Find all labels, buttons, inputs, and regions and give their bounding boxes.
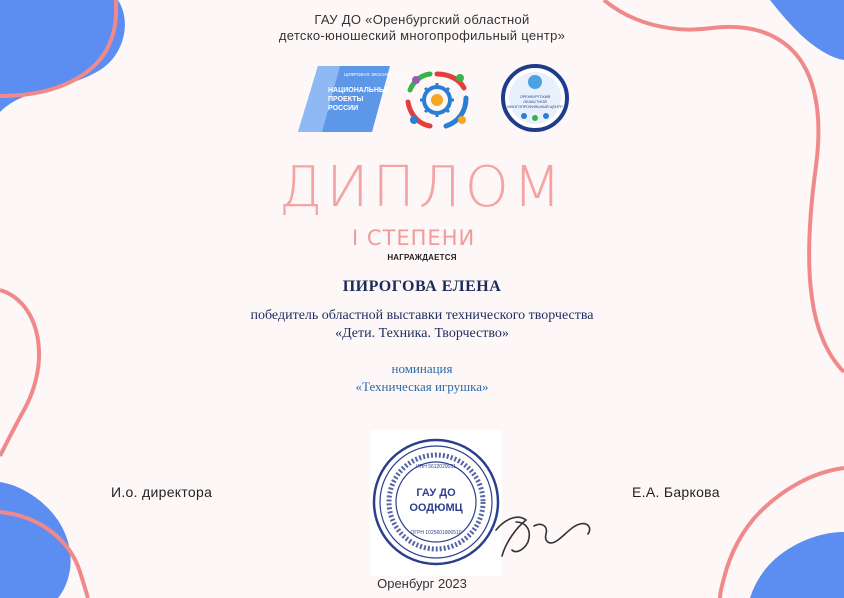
achievement-line-1: победитель областной выставки технического творчества [250, 308, 594, 323]
svg-text:РОССИИ: РОССИИ [328, 105, 359, 112]
signer-name: Е.А. Баркова [632, 484, 720, 500]
svg-text:ОРЕНБУРГСКИЙ: ОРЕНБУРГСКИЙ [519, 95, 551, 99]
logos-row [0, 64, 844, 134]
signature-scribble [496, 517, 590, 556]
gear-hexagon-logo [404, 68, 470, 132]
svg-text:ПРОЕКТЫ: ПРОЕКТЫ [328, 96, 364, 103]
nomination-value: «Техническая игрушка» [355, 379, 489, 394]
header-line-2: детско-юношеский многопрофильный центр» [278, 28, 566, 43]
svg-text:ОБЛАСТНОЙ: ОБЛАСТНОЙ [523, 100, 547, 104]
national-projects-small: ЦИФРОВАЯ ЭКОСИСТЕМА [344, 72, 403, 77]
achievement-line-2: «Дети. Техника. Творчество» [335, 326, 509, 341]
national-projects-logo [298, 64, 403, 134]
stamp-inn: ИНН 5612029031 [415, 464, 457, 470]
header-line-1: ГАУ ДО «Оренбургский областной [314, 12, 530, 27]
nomination-label: номинация [391, 361, 453, 376]
stamp-center-line-1: ГАУ ДО [416, 487, 456, 499]
signer-role: И.о. директора [111, 484, 213, 500]
recipient-name: ПИРОГОВА ЕЛЕНА [342, 278, 502, 295]
diploma-degree: I СТЕПЕНИ [352, 226, 476, 250]
svg-text:НАЦИОНАЛЬНЫЕ: НАЦИОНАЛЬНЫЕ [328, 87, 391, 94]
svg-text:МНОГОПРОФИЛЬНЫЙ ЦЕНТР: МНОГОПРОФИЛЬНЫЙ ЦЕНТР [507, 105, 563, 109]
round-center-logo [500, 64, 570, 132]
stamp-ogrn: ОГРН 1025601806510 [410, 530, 462, 536]
diploma-title: ДИПЛОМ [278, 155, 566, 220]
city-year: Оренбург 2023 [377, 576, 467, 591]
awarded-label: НАГРАЖДАЕТСЯ [387, 253, 457, 262]
official-stamp [366, 430, 616, 576]
stamp-center-line-2: ООДЮМЦ [409, 502, 463, 514]
